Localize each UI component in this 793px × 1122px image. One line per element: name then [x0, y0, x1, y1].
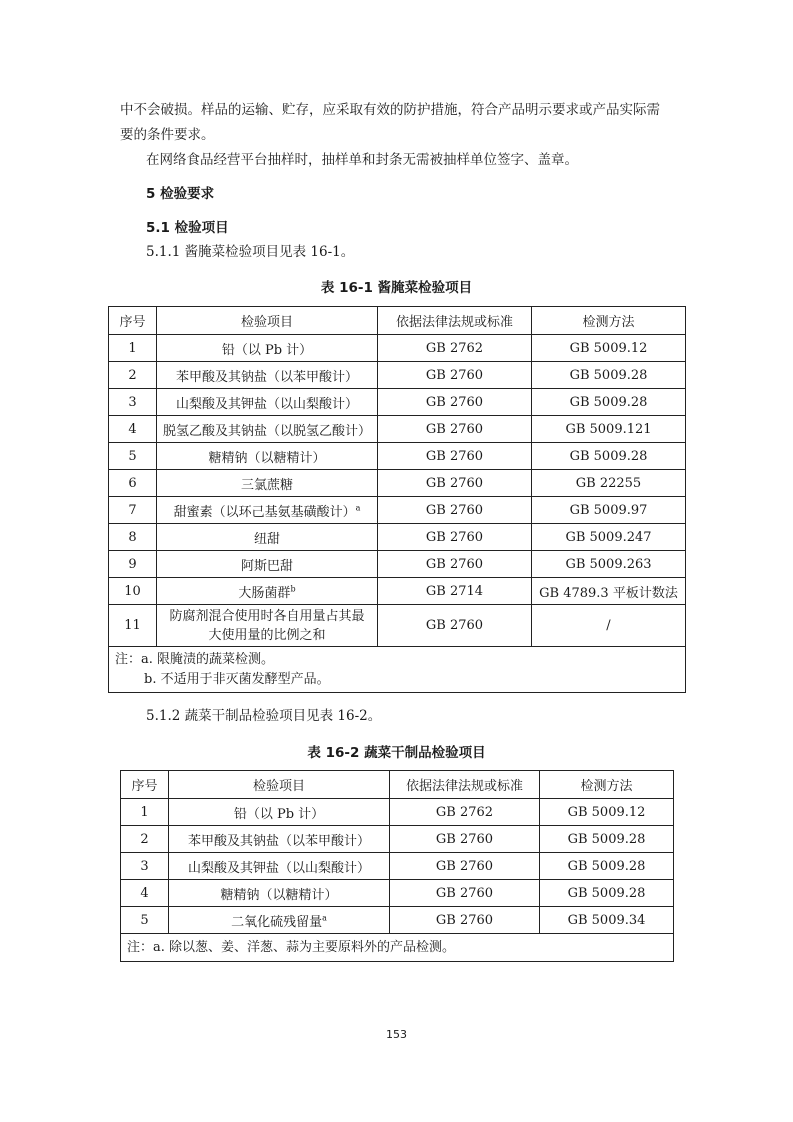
table-1-notes	[109, 647, 686, 693]
row-method: GB 4789.3 平板计数法	[532, 578, 686, 605]
row-method: GB 5009.28	[540, 880, 674, 907]
section-5-1-heading: 5.1 检验项目	[146, 220, 229, 236]
table-row	[109, 443, 686, 470]
row-standard: GB 2760	[378, 416, 532, 443]
table-1-caption: 表 16-1 酱腌菜检验项目	[320, 280, 473, 296]
row-no: 2	[121, 826, 169, 853]
table-row	[109, 389, 686, 416]
row-method: GB 5009.263	[532, 551, 686, 578]
row-item: 山梨酸及其钾盐（以山梨酸计）	[169, 853, 390, 880]
row-standard: GB 2760	[378, 497, 532, 524]
intro-line-1: 中不会破损。样品的运输、贮存，应采取有效的防护措施，符合产品明示要求或产品实际需	[120, 102, 660, 118]
table-row	[109, 524, 686, 551]
row-no: 5	[109, 443, 157, 470]
row-standard: GB 2760	[378, 605, 532, 647]
row-method: GB 5009.28	[540, 826, 674, 853]
row-method: /	[532, 605, 686, 647]
row-no: 8	[109, 524, 157, 551]
table-row	[109, 551, 686, 578]
row-no: 11	[109, 605, 157, 647]
table-1-header-no: 序号	[109, 307, 157, 335]
intro-line-2: 要的条件要求。	[120, 127, 215, 143]
row-item: 二氧化硫残留量$^a$	[169, 907, 390, 934]
table-row	[109, 416, 686, 443]
table-2-note-row	[121, 934, 674, 962]
table-1-note-a: 注：a. 限腌渍的蔬菜检测。	[115, 651, 275, 667]
table-row	[109, 605, 686, 647]
row-method: GB 5009.28	[540, 853, 674, 880]
table-1-note-b: b. 不适用于非灭菌发酵型产品。	[144, 671, 330, 687]
row-method: GB 5009.28	[532, 389, 686, 416]
row-no: 6	[109, 470, 157, 497]
row-method: GB 5009.28	[532, 443, 686, 470]
row-method: GB 5009.97	[532, 497, 686, 524]
table-row	[109, 470, 686, 497]
row-no: 1	[109, 335, 157, 362]
table-row	[121, 907, 674, 934]
section-5-heading: 5 检验要求	[146, 186, 215, 202]
row-item: 大肠菌群$^b$	[157, 578, 378, 605]
table-row	[109, 497, 686, 524]
table-row	[121, 826, 674, 853]
row-no: 1	[121, 799, 169, 826]
table-2-header-no: 序号	[121, 771, 169, 799]
row-method: GB 5009.12	[532, 335, 686, 362]
row-standard: GB 2760	[390, 853, 540, 880]
row-no: 7	[109, 497, 157, 524]
table-row	[121, 880, 674, 907]
table-2-header-item: 检验项目	[169, 771, 390, 799]
table-2-note-a: 注：a. 除以葱、姜、洋葱、蒜为主要原料外的产品检测。	[121, 934, 674, 962]
row-item: 糖精钠（以糖精计）	[169, 880, 390, 907]
row-standard: GB 2760	[390, 826, 540, 853]
row-standard: GB 2760	[378, 524, 532, 551]
paragraph-5-1-2: 5.1.2 蔬菜干制品检验项目见表 16-2。	[146, 708, 382, 724]
row-item: 糖精钠（以糖精计）	[157, 443, 378, 470]
table-row	[109, 362, 686, 389]
row-method: GB 5009.28	[532, 362, 686, 389]
row-no: 4	[109, 416, 157, 443]
table-1-header-item: 检验项目	[157, 307, 378, 335]
row-method: GB 5009.121	[532, 416, 686, 443]
row-item: 铅（以 Pb 计）	[169, 799, 390, 826]
row-no: 4	[121, 880, 169, 907]
table-2-caption: 表 16-2 蔬菜干制品检验项目	[307, 745, 486, 761]
row-no: 3	[109, 389, 157, 416]
row-standard: GB 2760	[390, 880, 540, 907]
table-1	[108, 306, 686, 693]
row-item: 三氯蔗糖	[157, 470, 378, 497]
table-row	[109, 578, 686, 605]
row-standard: GB 2760	[378, 551, 532, 578]
row-method: GB 5009.247	[532, 524, 686, 551]
table-2	[120, 770, 674, 962]
table-1-header-row	[109, 307, 686, 335]
table-2-header-row	[121, 771, 674, 799]
table-1-header-standard: 依据法律法规或标准	[378, 307, 532, 335]
row-item: 防腐剂混合使用时各自用量占其最 大使用量的比例之和	[157, 605, 378, 647]
row-method: GB 5009.12	[540, 799, 674, 826]
row-no: 2	[109, 362, 157, 389]
row-item: 苯甲酸及其钠盐（以苯甲酸计）	[157, 362, 378, 389]
row-item: 阿斯巴甜	[157, 551, 378, 578]
paragraph-5-1-1: 5.1.1 酱腌菜检验项目见表 16-1。	[146, 244, 355, 260]
row-item: 纽甜	[157, 524, 378, 551]
row-no: 10	[109, 578, 157, 605]
table-2-header-method: 检测方法	[540, 771, 674, 799]
row-standard: GB 2760	[378, 362, 532, 389]
row-standard: GB 2760	[378, 470, 532, 497]
row-no: 9	[109, 551, 157, 578]
intro-line-3: 在网络食品经营平台抽样时，抽样单和封条无需被抽样单位签字、盖章。	[146, 152, 578, 168]
row-method: GB 22255	[532, 470, 686, 497]
row-method: GB 5009.34	[540, 907, 674, 934]
row-item: 甜蜜素（以环己基氨基磺酸计）$^a$	[157, 497, 378, 524]
row-item: 苯甲酸及其钠盐（以苯甲酸计）	[169, 826, 390, 853]
row-no: 3	[121, 853, 169, 880]
row-standard: GB 2762	[378, 335, 532, 362]
table-row	[109, 335, 686, 362]
row-item: 山梨酸及其钾盐（以山梨酸计）	[157, 389, 378, 416]
row-standard: GB 2762	[390, 799, 540, 826]
table-row	[121, 799, 674, 826]
row-standard: GB 2714	[378, 578, 532, 605]
table-1-header-method: 检测方法	[532, 307, 686, 335]
row-standard: GB 2760	[390, 907, 540, 934]
row-standard: GB 2760	[378, 443, 532, 470]
page-number: 153	[386, 1028, 407, 1041]
table-row	[121, 853, 674, 880]
row-item: 脱氢乙酸及其钠盐（以脱氢乙酸计）	[157, 416, 378, 443]
row-item: 铅（以 Pb 计）	[157, 335, 378, 362]
table-1-note-row	[109, 647, 686, 693]
row-standard: GB 2760	[378, 389, 532, 416]
row-no: 5	[121, 907, 169, 934]
table-2-header-standard: 依据法律法规或标准	[390, 771, 540, 799]
